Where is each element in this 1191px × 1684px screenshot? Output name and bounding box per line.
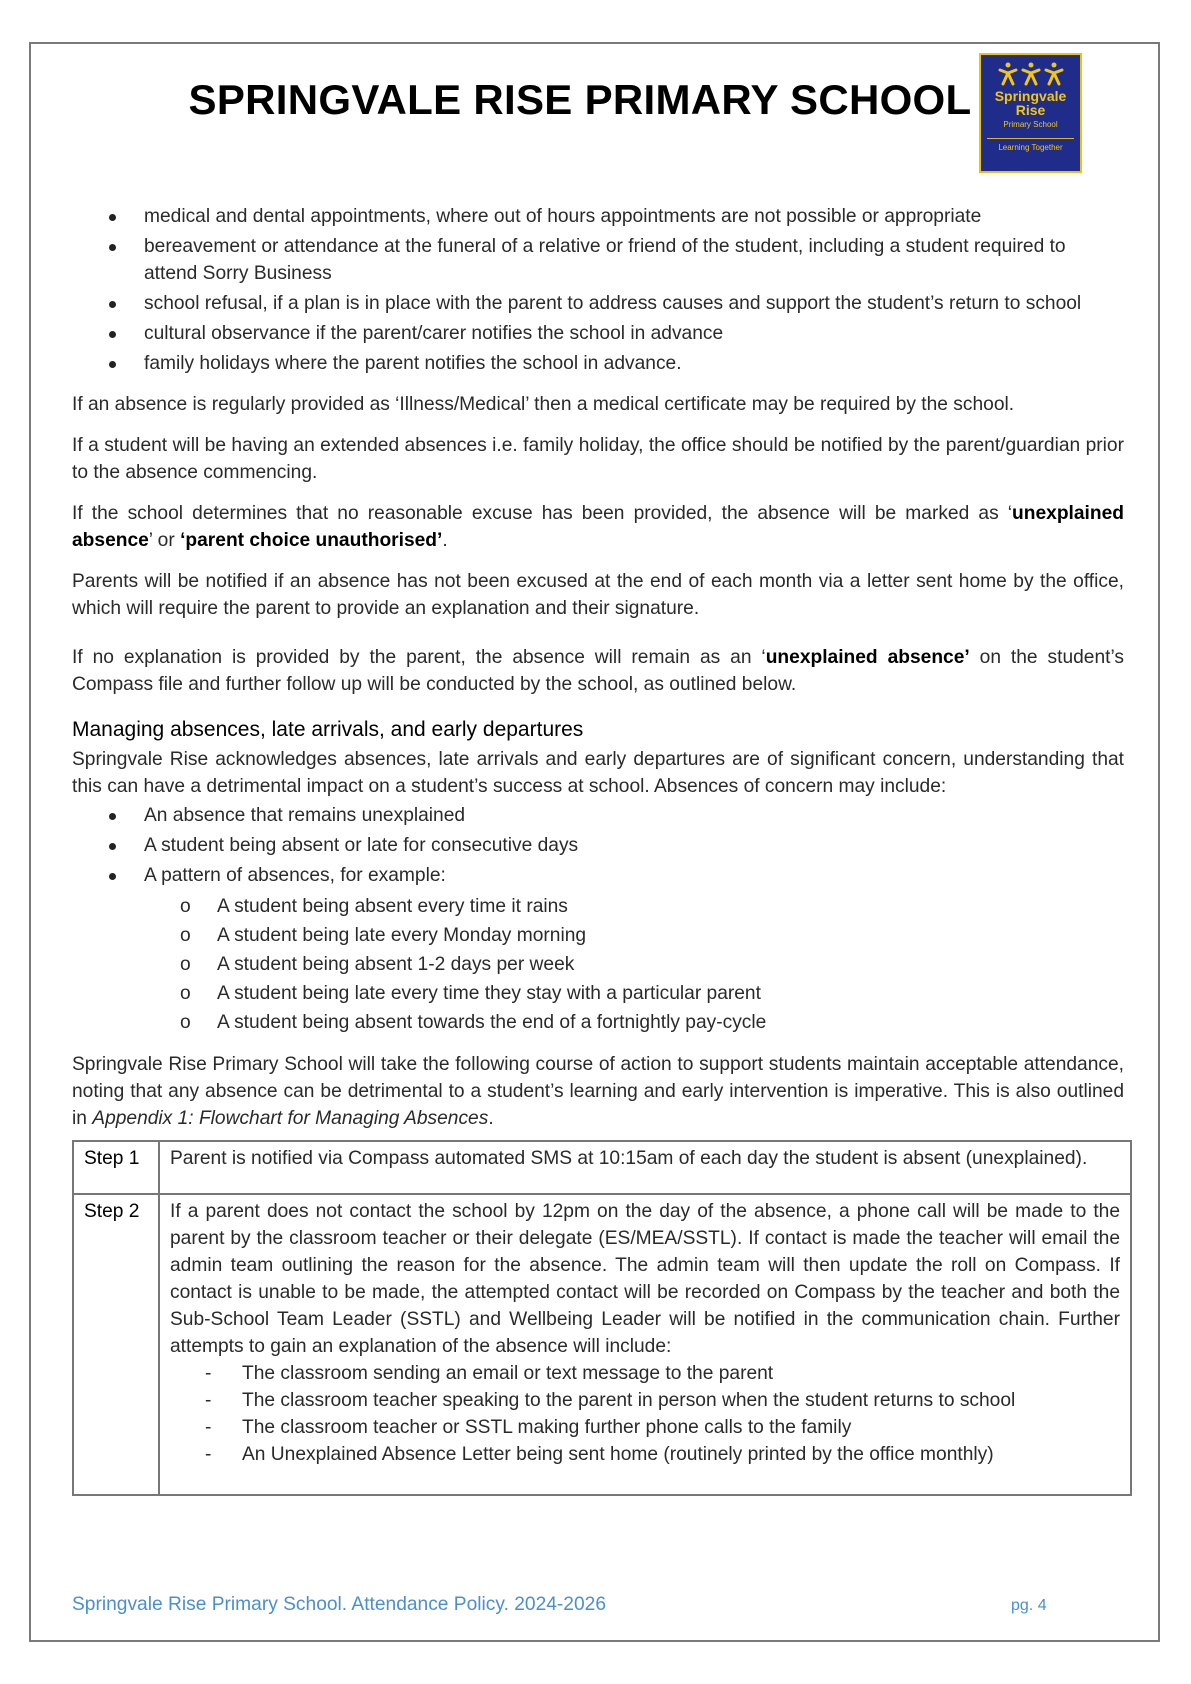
bullet-icon: [109, 813, 116, 820]
list-item: - An Unexplained Absence Letter being sent home (routinely printed by the office monthly): [170, 1441, 1120, 1468]
paragraph-no-explanation: If no explanation is provided by the parent, the absence will remain as an ‘unexplained absence’ on the student’s Compass file and further follow up will be conducted by the school, as outlined below.: [72, 647, 1124, 695]
list-item: - The classroom teacher speaking to the parent in person when the student returns to school: [170, 1387, 1120, 1414]
paragraph-no-excuse: If the school determines that no reasonable excuse has been provided, the absence will be marked as ‘unexplained absence’ or ‘parent choice unauthorised’.: [72, 503, 1124, 551]
logo-name: Springvale Rise: [994, 88, 1067, 118]
paragraph-action: Springvale Rise Primary School will take the following course of action to support students maintain acceptable attendance, noting that any absence can be detrimental to a student’s learning and early intervention is imperative. This is also outlined in Appendix 1: Flowchart for Managing Absences.: [72, 1054, 1124, 1129]
step-text: If a parent does not contact the school by 12pm on the day of the absence, a phone call will be made to the parent by the classroom teacher or their delegate (ES/MEA/SSTL). If contact is made the teacher will email the admin team outlining the reason for the absence. The admin team will then update the roll on Compass. If contact is unable to be made, the attempted contact will be recorded on Compass by the teacher and both the Sub-School Team Leader (SSTL) and Wellbeing Leader will be notified in the communication chain. Further attempts to gain an explanation of the absence will include:: [170, 1201, 1120, 1357]
list-item: o A student being late every time they stay with a particular parent: [72, 979, 1124, 1008]
step-label: Step 2: [73, 1194, 159, 1495]
bullet-icon: [109, 331, 116, 338]
dash-icon: -: [205, 1444, 212, 1465]
intro-bullet-list: [72, 203, 1124, 377]
list-item: cultural observance if the parent/carer notifies the school in advance: [72, 320, 1124, 347]
bullet-icon: [109, 361, 116, 368]
logo-subtitle: Primary School: [1003, 120, 1058, 129]
document-body: [72, 203, 1124, 1496]
table-row: [73, 1141, 1131, 1194]
school-title: SPRINGVALE RISE PRIMARY SCHOOL: [188, 76, 972, 123]
list-item: A pattern of absences, for example:: [72, 862, 1124, 889]
step-content: [159, 1194, 1131, 1495]
list-item: - The classroom sending an email or text message to the parent: [170, 1360, 1120, 1387]
logo-divider: [987, 138, 1074, 139]
sub-bullet-icon: o: [180, 954, 191, 975]
list-item: school refusal, if a plan is in place with the parent to address causes and support the student’s return to school: [72, 290, 1124, 317]
list-item: An absence that remains unexplained: [72, 802, 1124, 829]
dash-icon: -: [205, 1363, 212, 1384]
paragraph-managing-intro: Springvale Rise acknowledges absences, late arrivals and early departures are of significant concern, understanding that this can have a detrimental impact on a student’s success at school. Absences of concern may include:: [72, 749, 1124, 797]
sub-bullet-icon: o: [180, 896, 191, 917]
list-item: family holidays where the parent notifies the school in advance.: [72, 350, 1124, 377]
list-item: medical and dental appointments, where out of hours appointments are not possible or appropriate: [72, 203, 1124, 230]
paragraph-illness: If an absence is regularly provided as ‘Illness/Medical’ then a medical certificate may be required by the school.: [72, 394, 1015, 415]
sub-bullet-icon: o: [180, 925, 191, 946]
list-item: o A student being absent every time it rains: [72, 892, 1124, 921]
sub-bullet-icon: o: [180, 983, 191, 1004]
dash-icon: -: [205, 1390, 212, 1411]
list-item: o A student being late every Monday morning: [72, 921, 1124, 950]
footer-document-title: Springvale Rise Primary School. Attendance Policy. 2024-2026: [72, 1594, 606, 1615]
logo-tagline: Learning Together: [998, 143, 1063, 152]
dash-icon: -: [205, 1417, 212, 1438]
list-item: o A student being absent 1-2 days per week: [72, 950, 1124, 979]
list-item: o A student being absent towards the end of a fortnightly pay-cycle: [72, 1008, 1124, 1037]
step-text: Parent is notified via Compass automated SMS at 10:15am of each day the student is absent (unexplained).: [159, 1141, 1131, 1194]
list-item: A student being absent or late for consecutive days: [72, 832, 1124, 859]
bullet-icon: [109, 873, 116, 880]
bullet-icon: [109, 843, 116, 850]
stick-figures-icon: [996, 61, 1066, 87]
table-row: [73, 1194, 1131, 1495]
paragraph-extended: If a student will be having an extended absences i.e. family holiday, the office should be notified by the parent/guardian prior to the absence commencing.: [72, 435, 1124, 483]
footer-page-number: pg. 4: [1011, 1597, 1047, 1614]
school-logo: [979, 53, 1082, 173]
pattern-sub-list: [72, 892, 1124, 1037]
bullet-icon: [109, 214, 116, 221]
step-label: Step 1: [73, 1141, 159, 1194]
bullet-icon: [109, 301, 116, 308]
step-dash-list: [170, 1360, 1120, 1468]
bullet-icon: [109, 244, 116, 251]
paragraph-notified: Parents will be notified if an absence has not been excused at the end of each month via a letter sent home by the office, which will require the parent to provide an explanation and their signature.: [72, 571, 1124, 619]
list-item: bereavement or attendance at the funeral of a relative or friend of the student, including a student required to attend Sorry Business: [72, 233, 1124, 287]
section-heading: Managing absences, late arrivals, and early departures: [72, 718, 584, 741]
steps-table: [72, 1140, 1132, 1496]
concern-bullet-list: [72, 802, 1124, 889]
list-item: - The classroom teacher or SSTL making further phone calls to the family: [170, 1414, 1120, 1441]
sub-bullet-icon: o: [180, 1012, 191, 1033]
